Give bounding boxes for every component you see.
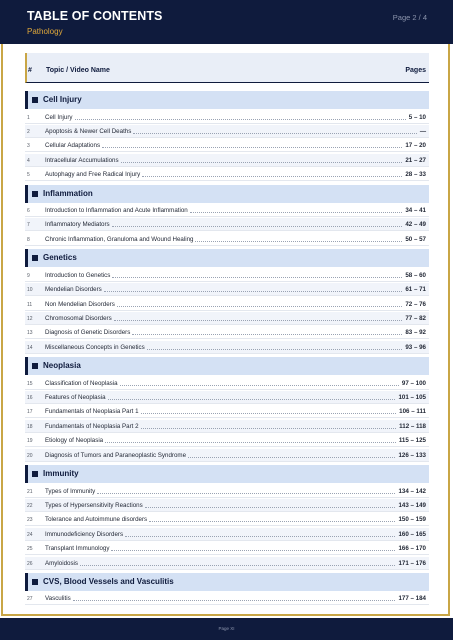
dot-leader [149, 521, 395, 522]
row-pages: 166 – 170 [398, 545, 426, 553]
row-pages: 101 – 105 [398, 394, 426, 401]
row-number: 10 [27, 287, 33, 294]
row-pages: 143 – 149 [398, 501, 426, 509]
row-number: 7 [27, 222, 30, 229]
toc-row[interactable] [25, 420, 429, 433]
dot-leader [145, 507, 395, 508]
dot-leader [147, 349, 402, 350]
dot-leader [142, 176, 402, 177]
dot-leader [104, 291, 402, 292]
row-number: 11 [27, 301, 33, 308]
toc-row[interactable] [25, 557, 429, 570]
row-pages: 177 – 184 [398, 595, 426, 603]
page-footer [0, 618, 453, 640]
dot-leader [188, 457, 395, 458]
row-number: 17 [27, 409, 33, 416]
toc-row[interactable] [25, 449, 429, 462]
page-title: TABLE OF CONTENTS [27, 9, 163, 23]
row-topic: Cell Injury [45, 113, 73, 121]
row-number: 16 [27, 395, 33, 401]
row-topic: Inflammatory Mediators [45, 221, 110, 229]
row-topic: Chronic Inflammation, Granuloma and Wound Healing [45, 235, 194, 243]
dot-leader [190, 212, 402, 213]
row-number: 14 [27, 344, 33, 351]
row-pages: 77 – 82 [405, 314, 426, 322]
toc-row[interactable] [25, 542, 429, 555]
row-pages: 34 – 41 [405, 207, 426, 214]
section-title: Genetics [43, 253, 77, 263]
page-header [0, 0, 453, 44]
row-topic: Vasculitis [45, 595, 71, 603]
dot-leader [141, 428, 396, 429]
row-pages: 160 – 165 [398, 530, 426, 538]
row-pages: 97 – 100 [401, 379, 426, 387]
row-number: 2 [27, 128, 30, 135]
row-number: 27 [27, 596, 33, 603]
row-number: 24 [27, 531, 33, 538]
row-pages: 21 – 27 [405, 156, 426, 164]
row-number: 25 [27, 546, 33, 553]
dot-leader [102, 147, 402, 148]
row-topic: Diagnosis of Genetic Disorders [45, 329, 131, 337]
dot-leader [114, 320, 402, 321]
row-topic: Introduction to Inflammation and Acute Inflammation [45, 207, 188, 214]
row-pages: 42 – 49 [405, 221, 426, 229]
row-topic: Fundamentals of Neoplasia Part 2 [45, 422, 139, 430]
row-pages: 112 – 118 [399, 422, 426, 430]
row-topic: Introduction to Genetics [45, 271, 111, 279]
row-pages: 150 – 159 [398, 516, 426, 524]
section-header [25, 185, 429, 203]
toc-row[interactable] [25, 139, 429, 152]
toc-row[interactable] [25, 434, 429, 447]
row-topic: Autophagy and Free Radical Injury [45, 171, 141, 179]
row-number: 8 [27, 236, 30, 243]
toc-row[interactable] [25, 125, 429, 138]
row-number: 1 [27, 114, 30, 121]
row-pages: 5 – 10 [408, 113, 426, 121]
dot-leader [112, 226, 402, 227]
toc-row[interactable] [25, 592, 429, 605]
dot-leader [97, 493, 395, 494]
toc-row[interactable] [25, 528, 429, 541]
section-header [25, 357, 429, 375]
row-number: 21 [27, 488, 33, 495]
section-header [25, 573, 429, 591]
column-pages: Pages [405, 67, 426, 74]
row-pages: 171 – 176 [398, 559, 426, 567]
row-number: 23 [27, 517, 33, 524]
row-topic: Fundamentals of Neoplasia Part 1 [45, 408, 139, 416]
dot-leader [75, 119, 406, 120]
toc-row[interactable] [25, 269, 429, 282]
row-topic: Types of Immunity [45, 487, 96, 495]
dot-leader [121, 162, 402, 163]
dot-leader [105, 442, 396, 443]
square-bullet-icon [32, 255, 38, 261]
page-subtitle: Pathology [27, 27, 63, 36]
table-of-contents [25, 53, 429, 603]
toc-row[interactable] [25, 312, 429, 325]
column-header [25, 53, 429, 83]
row-number: 18 [27, 423, 33, 430]
section-title: Neoplasia [43, 361, 81, 371]
row-number: 6 [27, 208, 30, 214]
section-header [25, 91, 429, 109]
row-number: 13 [27, 330, 33, 337]
row-pages: 72 – 76 [405, 300, 426, 308]
dot-leader [195, 241, 402, 242]
row-pages: 106 – 111 [399, 408, 426, 416]
toc-row[interactable] [25, 377, 429, 390]
section-title: Immunity [43, 469, 79, 478]
dot-leader [132, 334, 402, 335]
section-title: CVS, Blood Vessels and Vasculitis [43, 576, 174, 586]
row-topic: Amyloidosis [45, 559, 79, 567]
dot-leader [120, 385, 399, 386]
toc-row[interactable] [25, 218, 429, 231]
row-pages: 134 – 142 [398, 487, 426, 495]
toc-row[interactable] [25, 499, 429, 512]
square-bullet-icon [32, 191, 38, 197]
row-topic: Etiology of Neoplasia [45, 437, 104, 445]
row-topic: Apoptosis & Newer Cell Deaths [45, 127, 132, 135]
toc-row[interactable] [25, 168, 429, 181]
dot-leader [111, 550, 395, 551]
square-bullet-icon [32, 363, 38, 369]
row-number: 3 [27, 143, 30, 150]
row-number: 20 [27, 452, 33, 459]
row-number: 22 [27, 502, 33, 509]
dot-leader [108, 399, 395, 400]
section-header [25, 249, 429, 267]
dot-leader [141, 413, 396, 414]
row-pages: 126 – 133 [398, 451, 426, 459]
square-bullet-icon [32, 97, 38, 103]
row-topic: Diagnosis of Tumors and Paraneoplastic Syndrome [45, 451, 187, 459]
row-pages: 50 – 57 [405, 235, 426, 243]
row-topic: Chromosomal Disorders [45, 314, 112, 322]
toc-row[interactable] [25, 154, 429, 167]
row-topic: Classification of Neoplasia [45, 379, 118, 387]
section-header [25, 465, 429, 483]
row-number: 26 [27, 560, 33, 567]
square-bullet-icon [32, 579, 38, 585]
row-number: 4 [27, 157, 30, 164]
row-number: 5 [27, 172, 30, 179]
row-pages: 58 – 60 [405, 271, 426, 279]
row-number: 19 [27, 438, 33, 445]
row-pages: 83 – 92 [405, 329, 426, 337]
row-pages: 93 – 96 [405, 343, 426, 351]
page-indicator: Page 2 / 4 [392, 13, 427, 22]
section-title: Inflammation [43, 188, 93, 198]
toc-row[interactable] [25, 283, 429, 296]
row-topic: Mendelian Disorders [45, 286, 102, 294]
dot-leader [80, 565, 395, 566]
row-topic: Transplant Immunology [45, 545, 110, 553]
row-topic: Immunodeficiency Disorders [45, 530, 124, 538]
row-topic: Types of Hypersensitivity Reactions [45, 501, 143, 509]
toc-row[interactable] [25, 405, 429, 418]
row-pages: — [419, 127, 426, 135]
row-topic: Non Mendelian Disorders [45, 300, 115, 308]
row-topic: Cellular Adaptations [45, 142, 101, 150]
toc-row[interactable] [25, 341, 429, 354]
footer-text: Page XI [218, 626, 235, 631]
section-title: Cell Injury [43, 95, 82, 104]
toc-row[interactable] [25, 204, 429, 217]
row-number: 12 [27, 315, 33, 322]
row-pages: 28 – 33 [405, 171, 426, 179]
row-pages: 115 – 125 [398, 437, 426, 445]
row-pages: 61 – 71 [405, 286, 426, 294]
row-number: 9 [27, 272, 30, 279]
toc-row[interactable] [25, 233, 429, 246]
row-topic: Tolerance and Autoimmune disorders [45, 516, 148, 524]
row-topic: Miscellaneous Concepts in Genetics [45, 343, 145, 351]
column-topic: Topic / Video Name [46, 67, 110, 74]
square-bullet-icon [32, 471, 38, 477]
dot-leader [112, 277, 402, 278]
row-number: 15 [27, 380, 33, 387]
toc-row[interactable] [25, 111, 429, 124]
toc-row[interactable] [25, 485, 429, 498]
row-pages: 17 – 20 [405, 142, 426, 150]
toc-row[interactable] [25, 298, 429, 311]
row-topic: Features of Neoplasia [45, 394, 106, 401]
dot-leader [73, 600, 395, 601]
dot-leader [125, 536, 395, 537]
row-topic: Intracellular Accumulations [45, 156, 119, 164]
dot-leader [117, 306, 402, 307]
toc-row[interactable] [25, 513, 429, 526]
toc-row[interactable] [25, 326, 429, 339]
toc-row[interactable] [25, 391, 429, 404]
dot-leader [133, 133, 417, 134]
column-number: # [28, 67, 32, 74]
